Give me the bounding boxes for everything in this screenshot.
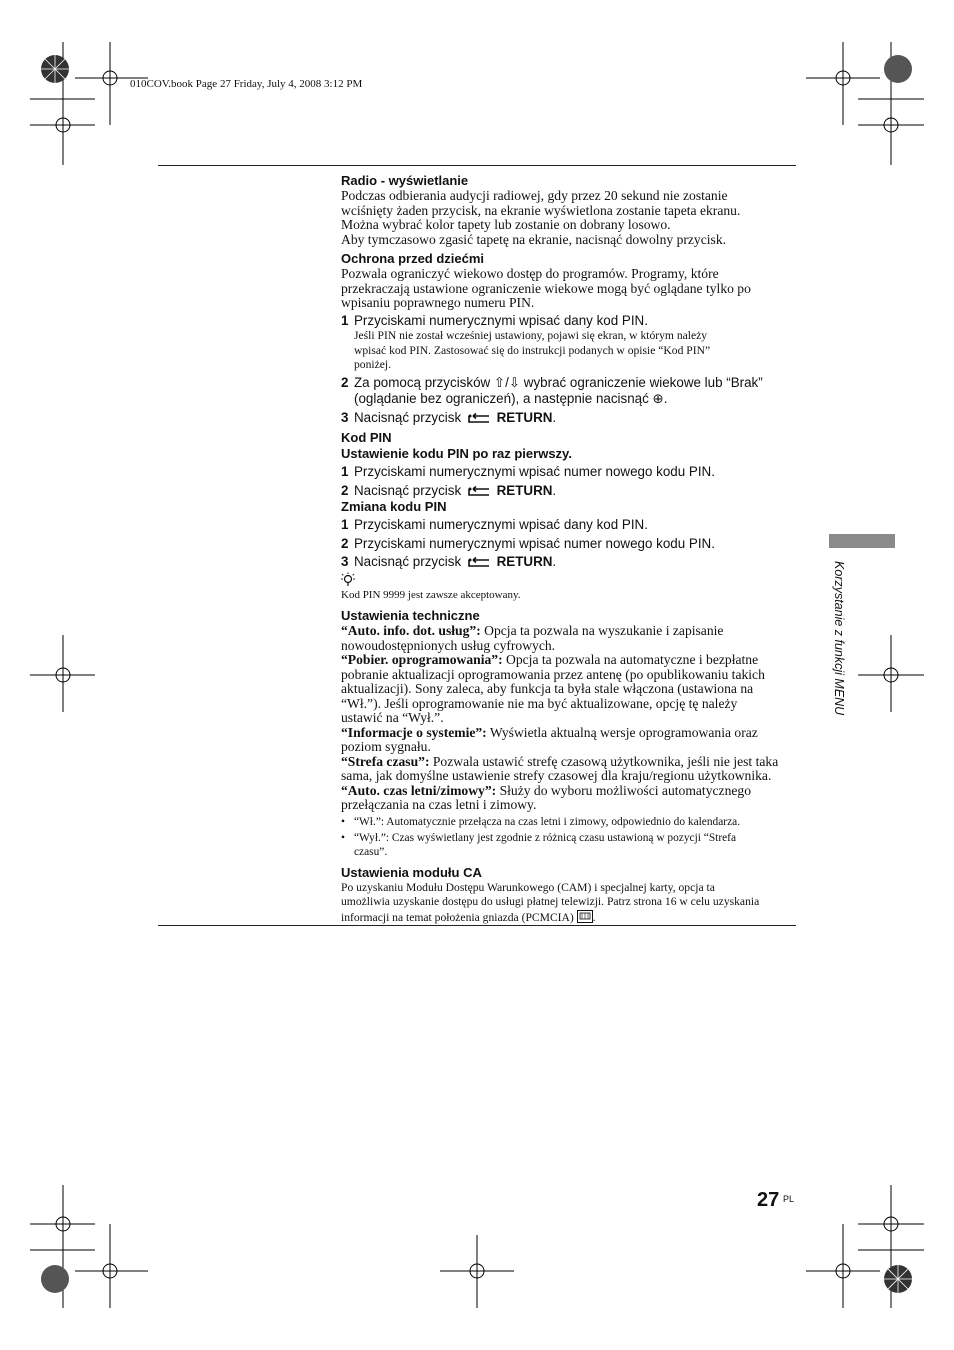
child-step-2: 2 Za pomocą przycisków ⇧/⇩ wybrać ograniczenie wiekowe lub “Brak” (oglądanie bez ograniczeń), a następnie nacisnąć ⊕.	[341, 374, 763, 406]
file-info-header: 010COV.book Page 27 Friday, July 4, 2008 3:12 PM	[130, 78, 363, 90]
step-number: 3	[341, 554, 349, 569]
step-number: 2	[341, 482, 349, 498]
step-number: 1	[341, 517, 349, 532]
tech-item-line: ustawić na “Wył.”.	[341, 710, 444, 725]
tech-item-line: “Auto. czas letni/zimowy”: Służy do wyboru możliwości automatycznego	[341, 782, 752, 798]
tech-item-label: “Informacje o systemie”:	[341, 724, 487, 740]
pin-change-step-1	[341, 517, 799, 534]
step-text: Przyciskami numerycznymi wpisać dany kod PIN.	[354, 517, 648, 532]
section-tab-marker	[829, 534, 895, 548]
return-label: RETURN	[496, 482, 553, 498]
tech-item-line: aktualizacji). Sony zaleca, aby funkcja ta była stale włączona (ustawiona na	[341, 681, 754, 696]
tech-item-line: sama, jak domyślne ustawienie strefy czasowej dla kraju/regionu użytkownika.	[341, 768, 772, 783]
ca-line: informacji na temat położenia gniazda (PCMCIA)	[341, 910, 577, 924]
step-text: wybrać ograniczenie wiekowe lub “Brak”	[520, 374, 763, 390]
page-number: 27	[757, 1189, 780, 1211]
pin-change-step-2	[341, 536, 799, 553]
step-note: poniżej.	[354, 358, 392, 371]
return-arrow-icon	[468, 557, 490, 567]
page-language: PL	[783, 1194, 795, 1204]
up-down-arrow-icon: ⇧/⇩	[493, 374, 521, 390]
tech-item-line: “Informacje o systemie”: Wyświetla aktualną wersje oprogramowania oraz	[341, 724, 758, 740]
tech-items	[341, 624, 799, 813]
step-number: 2	[341, 374, 349, 390]
pcmcia-slot-icon	[577, 910, 593, 923]
section-tab-label: Korzystanie z funkcji MENU	[832, 561, 846, 716]
step-number: 1	[341, 312, 349, 328]
top-rule	[158, 165, 796, 166]
tech-item-line: “Wł.”). Jeśli oprogramowanie nie ma być aktualizowane, opcję tę należy	[341, 695, 738, 711]
tech-item-line: “Pobier. oprogramowania”: Opcja ta pozwala na automatyczne i bezpłatne	[341, 652, 759, 667]
radio-line: wciśnięty żaden przycisk, na ekranie wyświetlona zostanie tapeta ekranu.	[341, 202, 741, 218]
tech-item-line: poziom sygnału.	[341, 739, 431, 754]
tip-text: Kod PIN 9999 jest zawsze akceptowany.	[341, 588, 521, 601]
list-item: • “Wł.”: Automatycznie przełącza na czas letni i zimowy, odpowiednio do kalendarza.	[341, 815, 741, 828]
step-number: 3	[341, 409, 349, 425]
tech-item-label: “Pobier. oprogramowania”:	[341, 652, 503, 667]
radio-line: Można wybrać kolor tapety lub zostanie on dobrany losowo.	[341, 217, 671, 232]
child-line: Pozwala ograniczyć wiekowo dostęp do programów. Programy, które	[341, 266, 719, 281]
pin-subheading: Ustawienie kodu PIN po raz pierwszy.	[341, 446, 572, 461]
pin-step-2: 2 Nacisnąć przycisk RETURN.	[341, 482, 557, 498]
return-arrow-icon	[468, 486, 490, 496]
return-label: RETURN	[496, 554, 553, 569]
ca-heading: Ustawienia modułu CA	[341, 864, 482, 880]
tech-item-line: nowoudostępnionych usług cyfrowych.	[341, 637, 556, 653]
child-step-1	[341, 313, 799, 330]
pin-change-heading: Zmiana kodu PIN	[341, 499, 447, 514]
main-content: Radio - wyświetlanie Podczas odbierania audycji radiowej, gdy przez 20 sekund nie zostanie wciśnięty żaden przycisk, na ekranie wyświetlona zostanie tapeta ekranu. Można wybrać kolor tapety lub zostanie on dobrany losowo. Aby tymczasowo zgasić tapetę na ekranie, nacisnąć dowolny przycisk. Ochrona przed dziećmi Pozwala ograniczyć wiekowo dostęp do programów. Programy, które przekraczają ustawione ograniczenie wiekowe mogą być oglądane tylko po wpisaniu poprawnego numeru PIN. 1 Przyciskami numerycznymi wpisać dany kod PIN. Jeśli PIN nie został wcześniej ustawiony, pojawi się ekran, w którym należy wpisać kod PIN. Zastosować się do instrukcji podanych w opisie “Kod PIN” poniżej. 2 Za pomocą przycisków ⇧/⇩ wybrać ograniczenie wiekowe lub “Brak” (oglądanie bez ograniczeń), a następnie nacisnąć ⊕. 3 Nacisnąć przycisk RETURN. Kod PIN Ustawienie kodu PIN po raz pierwszy. 1 Przyciskami numerycznymi wpisać numer nowego kodu PIN. 2 Nacisnąć przycisk RETURN. Zmiana kodu PIN 1 Przyciskami numerycznymi wpisać dany kod PIN. 2 Przyciskami numerycznymi wpisać numer nowego kodu PIN. 3 Nacisnąć przycisk RETURN. Kod PIN 9999 jest zawsze akceptowany. Ustawienia techniczne “Auto. info. dot. usług”: Opcja ta pozwala na wyszukanie i zapisanie nowoudostępnionych usług cyfrowych. “Pobier. oprogramowania”: Opcja ta pozwala na automatyczne i bezpłatne pobranie aktualizacji oprogramowania przez antenę (po opublikowaniu takich aktualizacji). Sony zaleca, aby funkcja ta była stale włączona (ustawiona na “Wł.”). Jeśli oprogramowanie nie ma być aktualizowane, opcję tę należy ustawić na “Wył.”. “Informacje o systemie”: Wyświetla aktualną wersje oprogramowania oraz poziom sygnału. “Strefa czasu”: Pozwala ustawić strefę czasową użytkownika, jeśli nie jest taka sama, jak domyślne ustawienie strefy czasowej dla kraju/regionu użytkownika. “Auto. czas letni/zimowy”: Służy do wyboru możliwości automatycznego przełączania na czas letni i zimowy. • “Wł.”: Automatycznie przełącza na czas letni i zimowy, odpowiednio do kalendarza. • “Wył.”: Czas wyświetlany jest zgodnie z różnicą czasu ustawioną w pozycji “Strefa czasu”. Ustawienia modułu CA Po uzyskaniu Modułu Dostępu Warunkowego (CAM) i specjalnej karty, opcja ta umożliwia uzyskanie dostępu do usługi płatnej telewizji. Patrz strona 16 w celu uzyskania informacji na temat położenia gniazda (PCMCIA) .	[341, 173, 799, 925]
ca-line: umożliwia uzyskanie dostępu do usługi płatnej telewizji. Patrz strona 16 w celu uzyskania	[341, 895, 760, 908]
step-text: Nacisnąć przycisk	[354, 409, 462, 425]
step-number: 2	[341, 535, 349, 551]
tech-bullets	[341, 815, 799, 859]
step-text: Nacisnąć przycisk	[354, 554, 462, 569]
step-number: 1	[341, 464, 349, 479]
list-item: • “Wył.”: Czas wyświetlany jest zgodnie z różnicą czasu ustawioną w pozycji “Strefa czasu”.	[341, 831, 737, 858]
tech-item-label: “Strefa czasu”:	[341, 753, 430, 769]
return-arrow-icon	[468, 413, 490, 423]
tech-item-label: “Auto. info. dot. usług”:	[341, 623, 481, 638]
pin-step-1	[341, 464, 799, 481]
step-text: (oglądanie bez ograniczeń), a następnie nacisnąć	[354, 391, 653, 406]
radio-line: Podczas odbierania audycji radiowej, gdy przez 20 sekund nie zostanie	[341, 188, 728, 203]
step-text: Za pomocą przycisków	[354, 374, 494, 390]
step-note: Jeśli PIN nie został wcześniej ustawiony, pojawi się ekran, w którym należy	[354, 329, 708, 342]
child-step-3: 3 Nacisnąć przycisk RETURN.	[341, 409, 557, 425]
radio-heading: Radio - wyświetlanie	[341, 173, 469, 188]
step-note: wpisać kod PIN. Zastosować się do instrukcji podanych w opisie “Kod PIN”	[354, 343, 711, 357]
step-text: Nacisnąć przycisk	[354, 482, 462, 498]
tech-item-line: “Auto. info. dot. usług”: Opcja ta pozwala na wyszukanie i zapisanie	[341, 623, 724, 638]
tech-item-line: “Strefa czasu”: Pozwala ustawić strefę czasową użytkownika, jeśli nie jest taka	[341, 753, 779, 769]
step-text: Przyciskami numerycznymi wpisać dany kod PIN.	[354, 312, 648, 328]
pin-change-step-3: 3 Nacisnąć przycisk RETURN.	[341, 554, 557, 569]
enter-button-icon: ⊕	[652, 391, 664, 406]
child-line: przekraczają ustawione ograniczenie wiekowe mogą być oglądane tylko po	[341, 280, 751, 296]
pin-heading: Kod PIN	[341, 430, 392, 445]
tech-item-line: pobranie aktualizacji oprogramowania przez antenę (po opublikowaniu takich	[341, 666, 765, 682]
tech-item-label: “Auto. czas letni/zimowy”:	[341, 782, 497, 798]
tip-lightbulb-icon	[341, 572, 355, 588]
step-text: Przyciskami numerycznymi wpisać numer nowego kodu PIN.	[354, 464, 715, 479]
bottom-rule	[158, 925, 796, 926]
child-heading: Ochrona przed dziećmi	[341, 251, 485, 266]
step-text: Przyciskami numerycznymi wpisać numer nowego kodu PIN.	[354, 535, 715, 551]
ca-line: Po uzyskaniu Modułu Dostępu Warunkowego (CAM) i specjalnej karty, opcja ta	[341, 880, 715, 894]
return-label: RETURN	[496, 409, 553, 425]
child-line: wpisaniu poprawnego numeru PIN.	[341, 295, 535, 310]
tech-heading: Ustawienia techniczne	[341, 608, 480, 623]
radio-line: Aby tymczasowo zgasić tapetę na ekranie, nacisnąć dowolny przycisk.	[341, 231, 727, 247]
tech-item-line: przełączania na czas letni i zimowy.	[341, 797, 537, 812]
